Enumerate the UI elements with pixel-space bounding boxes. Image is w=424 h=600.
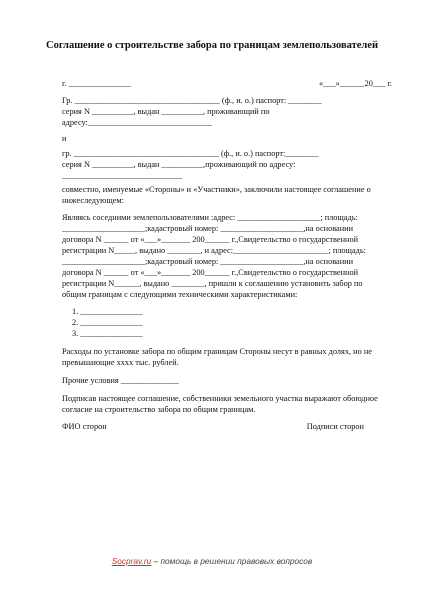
party1-line-3: адресу:______________________________ — [62, 118, 213, 127]
parcel-line-1: Являясь соседними землепользователями :адрес: ____________________; площадь: — [62, 213, 358, 222]
other-conditions: Прочие условия ______________ — [62, 376, 179, 385]
characteristic-item-1: 1. _______________ — [72, 307, 143, 316]
footer — [0, 556, 424, 566]
signature-names-label: ФИО сторон — [62, 422, 107, 431]
conjunction: и — [62, 134, 67, 143]
parcel-line-4: регистрации N_____, выдано ________, и адрес:_______________________; площадь: — [62, 246, 366, 255]
expenses-line-2: превышающие хххх тыс. рублей. — [62, 358, 179, 367]
parcel-line-2: ____________________;кадастровый номер: ____________________,на основании — [62, 224, 354, 233]
signature-row — [62, 421, 392, 432]
closing-line-1: Подписав настоящее соглашение, собственники земельного участка выражают обоюдное — [62, 394, 378, 403]
footer-tagline: – помощь в решении правовых вопросов — [151, 556, 313, 566]
party1-line-1: Гр. ___________________________________ (ф., и. о.) паспорт: ________ — [62, 96, 322, 105]
preamble-line-1: совместно, именуемые «Стороны» и «Участники», заключили настоящее соглашение о — [62, 185, 371, 194]
footer-brand-link[interactable]: Socprav.ru — [111, 556, 152, 566]
parcel-line-5: ____________________;кадастровый номер: ____________________,на основании — [62, 257, 354, 266]
parcel-line-3: договора N ______ от «___»_______ 200______ г.,Свидетельство о государственной — [62, 235, 359, 244]
party2-line-2: серия N __________, выдан __________,проживающий по адресу: — [62, 160, 296, 169]
parcel-line-7: регистрации N______, выдано ________, пришли к соглашению установить забор по — [62, 279, 363, 288]
parcel-line-8: общим границам с следующими техническими характеристиками: — [62, 290, 298, 299]
signature-signs-label: Подписи сторон — [306, 422, 364, 431]
date-field: «___»______20___ г. — [319, 79, 392, 88]
party2-line-1: гр. ___________________________________ (ф., и. о.) паспорт:________ — [62, 149, 319, 158]
city-field: г. _______________ — [62, 79, 131, 88]
expenses-line-1: Расходы по установке забора по общим границам Стороны несут в равных долях, но не — [62, 347, 372, 356]
city-date-row — [62, 78, 392, 89]
preamble-line-2: нижеследующем: — [62, 196, 124, 205]
characteristic-item-2: 2. _______________ — [72, 318, 143, 327]
characteristic-item-3: 3. _______________ — [72, 329, 143, 338]
party2-line-3: _____________________________ — [62, 171, 183, 180]
closing-line-2: согласие на строительство забора по общим границам. — [62, 405, 256, 414]
party1-line-2: серия N __________, выдан __________, проживающий по — [62, 107, 270, 116]
document-title: Соглашение о строительстве забора по границам землепользователей — [45, 40, 379, 51]
parcel-line-6: договора N ______ от «___»_______ 200______ г.,Свидетельство о государственной — [62, 268, 359, 277]
